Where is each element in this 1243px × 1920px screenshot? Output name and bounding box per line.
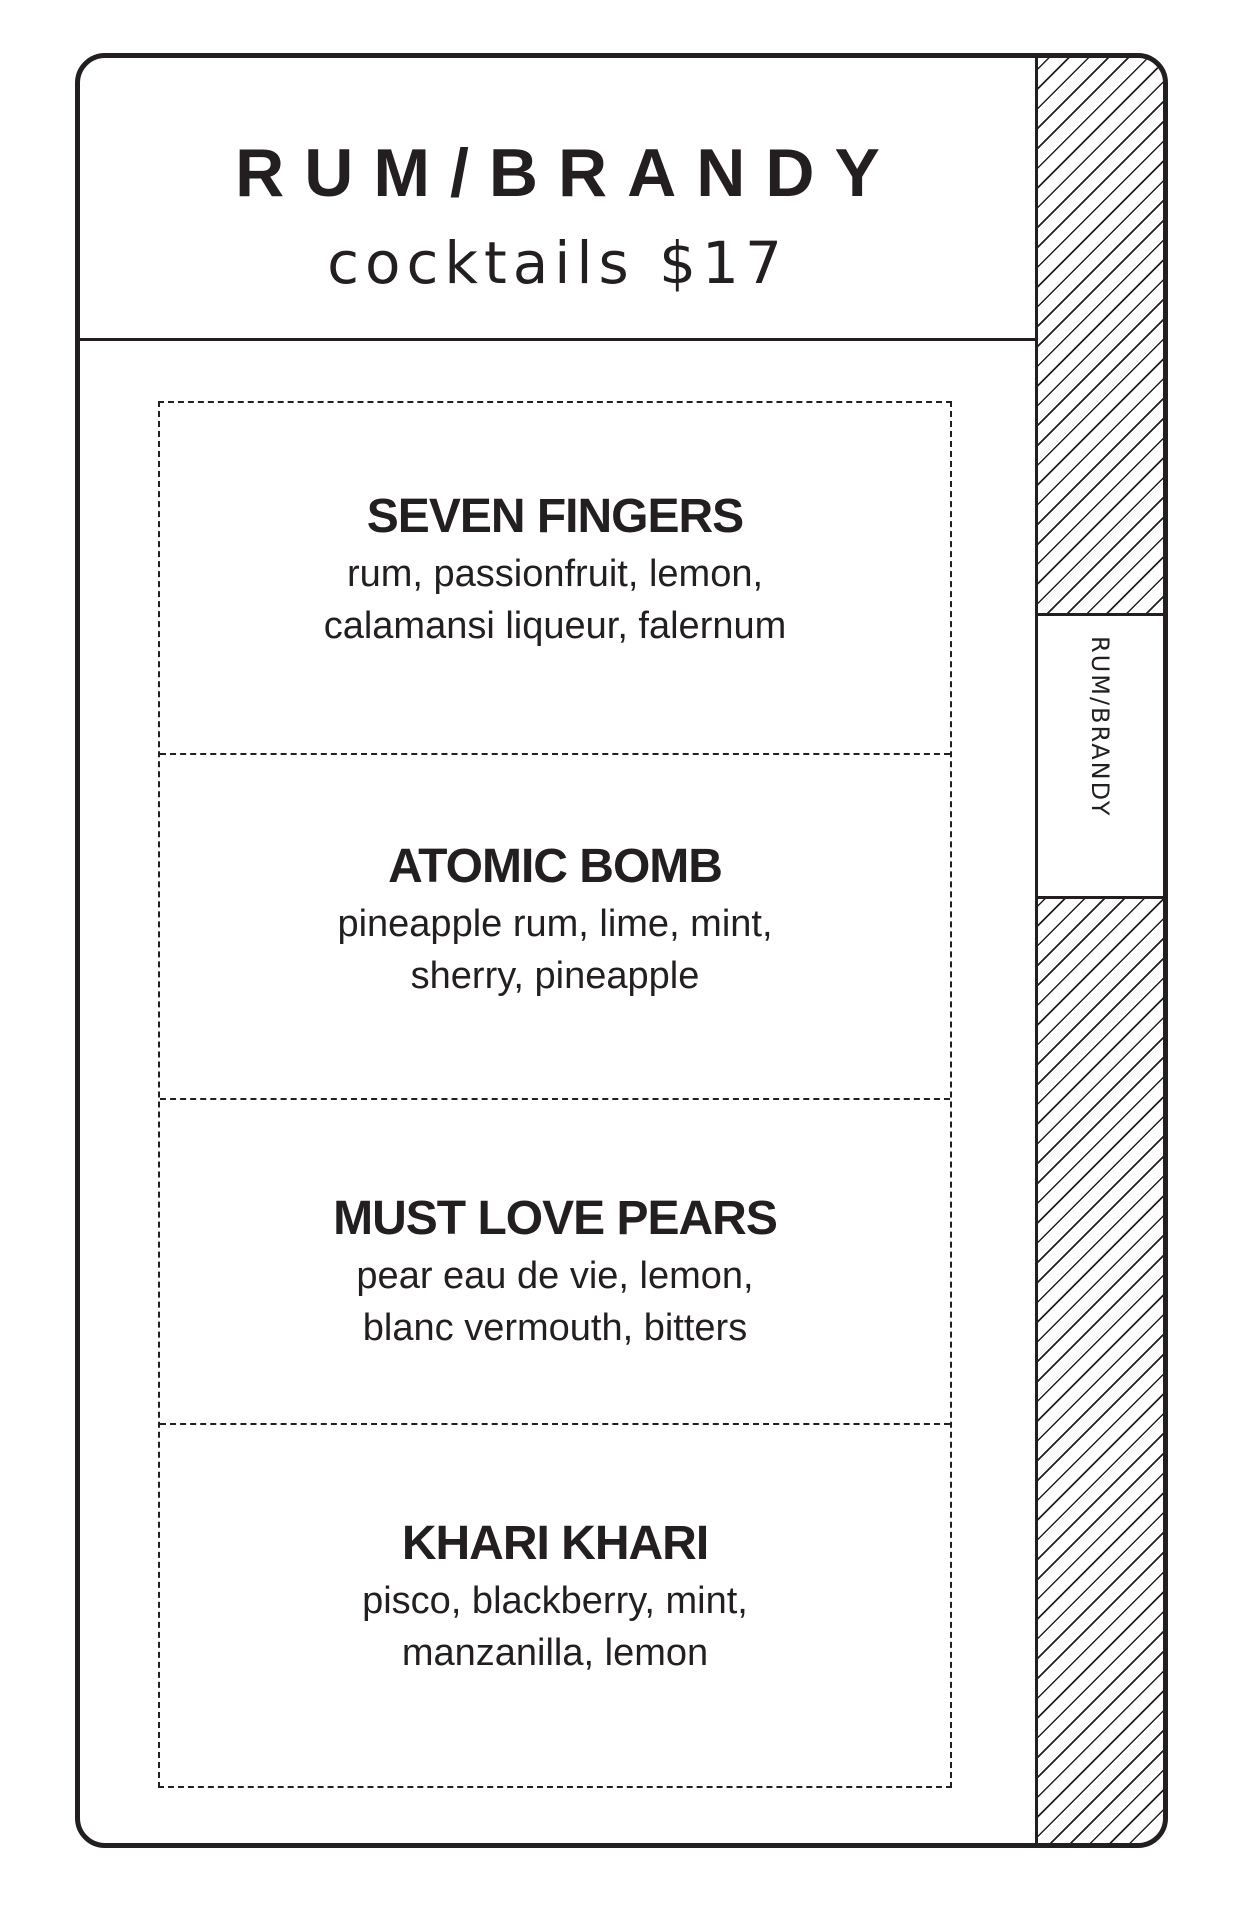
section-tab-strip [1035, 58, 1168, 1843]
cocktail-ingredients-line: sherry, pineapple [410, 955, 700, 997]
cocktail-item [160, 1098, 950, 1423]
cocktail-name: ATOMIC BOMB [388, 840, 722, 893]
cocktail-item [160, 1423, 950, 1786]
cocktail-ingredients-line: calamansi liqueur, falernum [323, 605, 787, 647]
cocktail-item [160, 403, 950, 753]
menu-title: RUM/BRANDY [235, 135, 900, 211]
cocktail-name: SEVEN FINGERS [366, 490, 744, 543]
section-tab-label: RUM/BRANDY [1086, 636, 1114, 818]
cocktail-ingredients-line: pisco, blackberry, mint, [362, 1580, 748, 1622]
cocktail-item [160, 753, 950, 1098]
cocktail-ingredients-line: pear eau de vie, lemon, [356, 1255, 754, 1297]
cocktail-name: KHARI KHARI [401, 1517, 709, 1570]
cocktail-name: MUST LOVE PEARS [333, 1192, 777, 1245]
menu-subtitle: cocktails $17 [327, 229, 788, 297]
cocktail-ingredients-line: blanc vermouth, bitters [362, 1307, 748, 1349]
menu-header [80, 58, 1035, 341]
hatched-panel-bottom [1038, 896, 1168, 1846]
cocktail-ingredients-line: manzanilla, lemon [401, 1632, 709, 1674]
cocktail-list [158, 401, 952, 1788]
cocktail-ingredients-line: rum, passionfruit, lemon, [346, 553, 764, 595]
hatched-panel-top [1038, 58, 1168, 616]
menu-card [75, 53, 1168, 1848]
cocktail-ingredients-line: pineapple rum, lime, mint, [337, 903, 773, 945]
